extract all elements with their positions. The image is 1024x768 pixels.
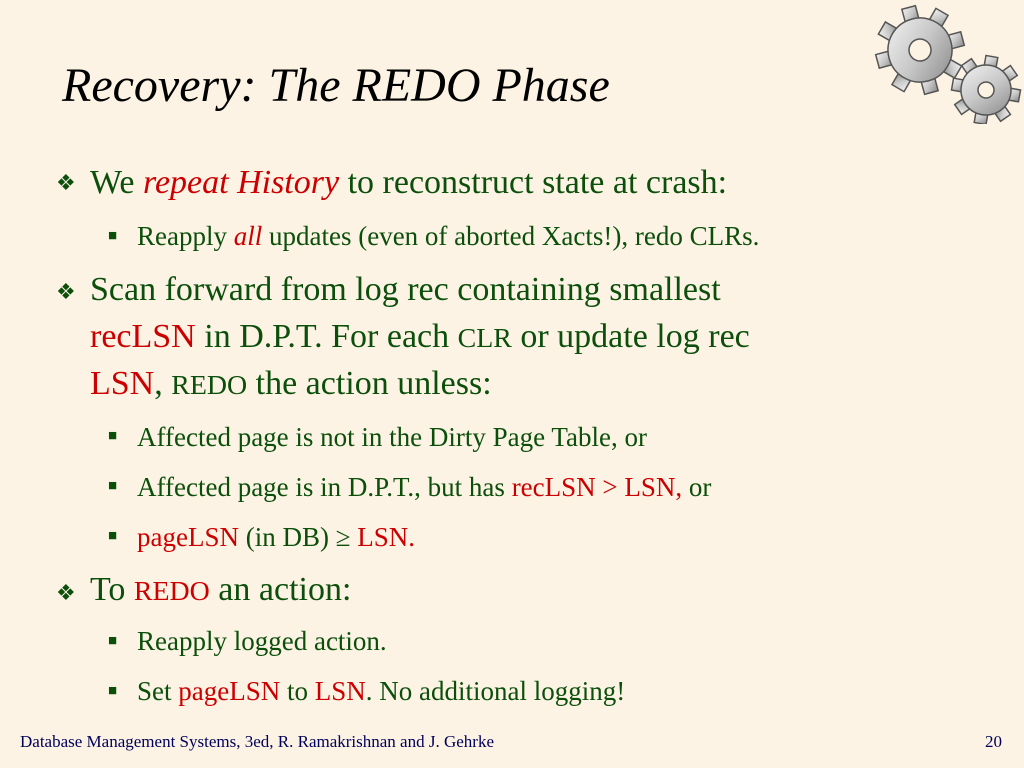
square-bullet-icon: ■ <box>108 528 118 544</box>
bullet-text: (in DB) ≥ <box>238 522 358 552</box>
square-bullet-icon: ■ <box>108 478 118 494</box>
sub-bullet-reapply-logged: Reapply logged action. <box>137 626 387 656</box>
bullet-text: To <box>90 571 134 608</box>
bullet-text: updates (even of aborted Xacts!), redo CLRs. <box>262 221 760 251</box>
bullet-text: the action unless: <box>247 365 492 402</box>
diamond-bullet-icon: ❖ <box>56 580 76 605</box>
bullet-text: an action: <box>209 571 352 608</box>
bullet-text: We <box>90 164 143 201</box>
bullet-text: , <box>154 365 172 402</box>
slide-footer: Database Management Systems, 3ed, R. Ramakrishnan and J. Gehrke <box>20 732 494 751</box>
bullet-to-redo <box>90 567 351 615</box>
reclsn-gt-lsn-term: recLSN > LSN, <box>511 472 683 502</box>
sub-bullet-not-in-dpt: Affected page is not in the Dirty Page Table, or <box>137 422 647 452</box>
pagelsn-term: pageLSN <box>137 522 239 552</box>
bullet-text: Set <box>137 676 179 706</box>
lsn-term: LSN <box>314 676 366 706</box>
square-bullet-icon: ■ <box>108 428 118 444</box>
sub-bullet-reapply-all <box>137 218 759 254</box>
slide-title: Recovery: The REDO Phase <box>62 59 610 112</box>
bullet-text: or update log rec <box>511 318 750 355</box>
redo-term: REDO <box>171 370 248 401</box>
page-number: 20 <box>985 732 1002 751</box>
sub-bullet-set-pagelsn <box>137 673 625 709</box>
bullet-text: in D.P.T. For each <box>195 318 458 355</box>
bullet-text: to <box>280 676 315 706</box>
sub-bullet-reclsn-gt-lsn <box>137 469 711 505</box>
bullet-text: Reapply <box>137 221 234 251</box>
square-bullet-icon: ■ <box>108 228 118 244</box>
clr-term: CLR <box>457 323 512 354</box>
sub-bullet-pagelsn-ge-lsn <box>137 519 415 555</box>
lsn-term: LSN. <box>357 522 416 552</box>
bullet-repeat-history <box>90 160 727 206</box>
bullet-text: . No additional logging! <box>365 676 626 706</box>
bullet-scan-forward-line1: Scan forward from log rec containing smallest <box>90 271 721 308</box>
square-bullet-icon: ■ <box>108 633 118 649</box>
diamond-bullet-icon: ❖ <box>56 279 76 304</box>
bullet-scan-forward-line2 <box>90 314 750 362</box>
bullet-text: Affected page is in D.P.T., but has <box>137 472 512 502</box>
square-bullet-icon: ■ <box>108 683 118 699</box>
bullet-scan-forward-line3 <box>90 361 492 409</box>
redo-term: REDO <box>133 576 210 607</box>
reclsn-term: recLSN <box>90 318 196 355</box>
bullet-text: to reconstruct state at crash: <box>339 164 728 201</box>
bullet-text: or <box>682 472 712 502</box>
repeat-history-emphasis: repeat History <box>142 164 340 201</box>
all-emphasis: all <box>233 221 263 251</box>
diamond-bullet-icon: ❖ <box>56 170 76 195</box>
pagelsn-term: pageLSN <box>178 676 281 706</box>
lsn-term: LSN <box>90 365 155 402</box>
